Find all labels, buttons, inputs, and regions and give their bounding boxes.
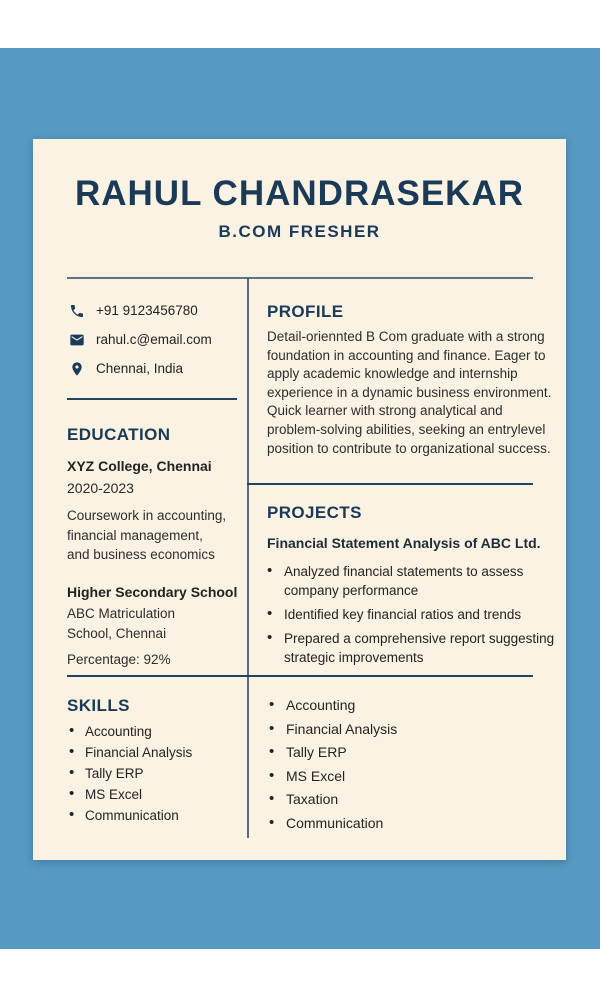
college-coursework: Coursework in accounting, financial management, and business economics: [67, 508, 227, 562]
list-item: • Identified key financial ratios and trends: [267, 605, 557, 624]
contact-row-phone: [69, 296, 247, 325]
skills-section: [33, 675, 247, 823]
email-icon: [69, 332, 85, 348]
skills-heading: SKILLS: [67, 696, 130, 715]
resume-header: [33, 139, 566, 242]
contact-row-email: [69, 325, 247, 354]
profile-summary: Detail-oriennted B Com graduate with a strong foundation in accounting and finance. Eager to apply academic knowledge and internship experience in a dynamic business environment. Quick learner with strong analytical and problem-solving abilities, seeking an entrylevel position to contribute to organizational success.: [267, 329, 552, 456]
candidate-name: RAHUL CHANDRASEKAR: [74, 174, 525, 213]
list-item: • Communication: [269, 815, 566, 832]
email-address: rahul.c@email.com: [96, 332, 212, 347]
projects-content: [247, 502, 566, 667]
list-item: • Accounting: [69, 724, 247, 739]
phone-number: +91 9123456780: [96, 303, 198, 318]
list-item: • Prepared a comprehensive report suggesting strategic improvements: [267, 629, 557, 667]
phone-icon: [69, 303, 85, 319]
contact-row-location: [69, 354, 247, 383]
list-item: • Tally ERP: [269, 744, 566, 761]
right-column: [247, 279, 566, 860]
list-item: • Financial Analysis: [69, 745, 247, 760]
profile-section: [247, 279, 566, 483]
college-name: XYZ College, Chennai: [67, 458, 212, 474]
content-columns: [33, 279, 566, 860]
college-years: 2020-2023: [67, 480, 134, 496]
list-item: • Accounting: [269, 697, 566, 714]
list-item: • Communication: [69, 808, 247, 823]
education-divider: [67, 398, 237, 400]
contact-section: [33, 279, 247, 398]
location-icon: [69, 361, 85, 377]
education-section: [33, 398, 247, 675]
list-item: • Taxation: [269, 791, 566, 808]
school-name: Higher Secondary School: [67, 583, 238, 600]
list-item: • Tally ERP: [69, 766, 247, 781]
skills-list-left: [67, 724, 247, 823]
projects-divider: [247, 483, 533, 485]
skills-section-right: [247, 675, 566, 832]
resume-card: [33, 139, 566, 860]
list-item: • MS Excel: [69, 787, 247, 802]
profile-heading: PROFILE: [267, 302, 344, 321]
candidate-title: B.COM FRESHER: [218, 222, 381, 241]
school-detail: ABC Matriculation School, Chennai: [67, 605, 176, 641]
list-item: • Financial Analysis: [269, 721, 566, 738]
projects-section: [247, 483, 566, 675]
location-text: Chennai, India: [96, 361, 184, 376]
left-column: [33, 279, 247, 860]
list-item: • Analyzed financial statements to assess company performance: [267, 562, 557, 600]
skills-list-right: [267, 697, 566, 832]
list-item: • MS Excel: [269, 768, 566, 785]
project-title: Financial Statement Analysis of ABC Ltd.: [267, 535, 541, 551]
education-heading: EDUCATION: [67, 425, 171, 444]
project-bullet-list: [267, 562, 557, 667]
school-percentage: Percentage: 92%: [67, 651, 171, 667]
projects-heading: PROJECTS: [267, 503, 362, 522]
